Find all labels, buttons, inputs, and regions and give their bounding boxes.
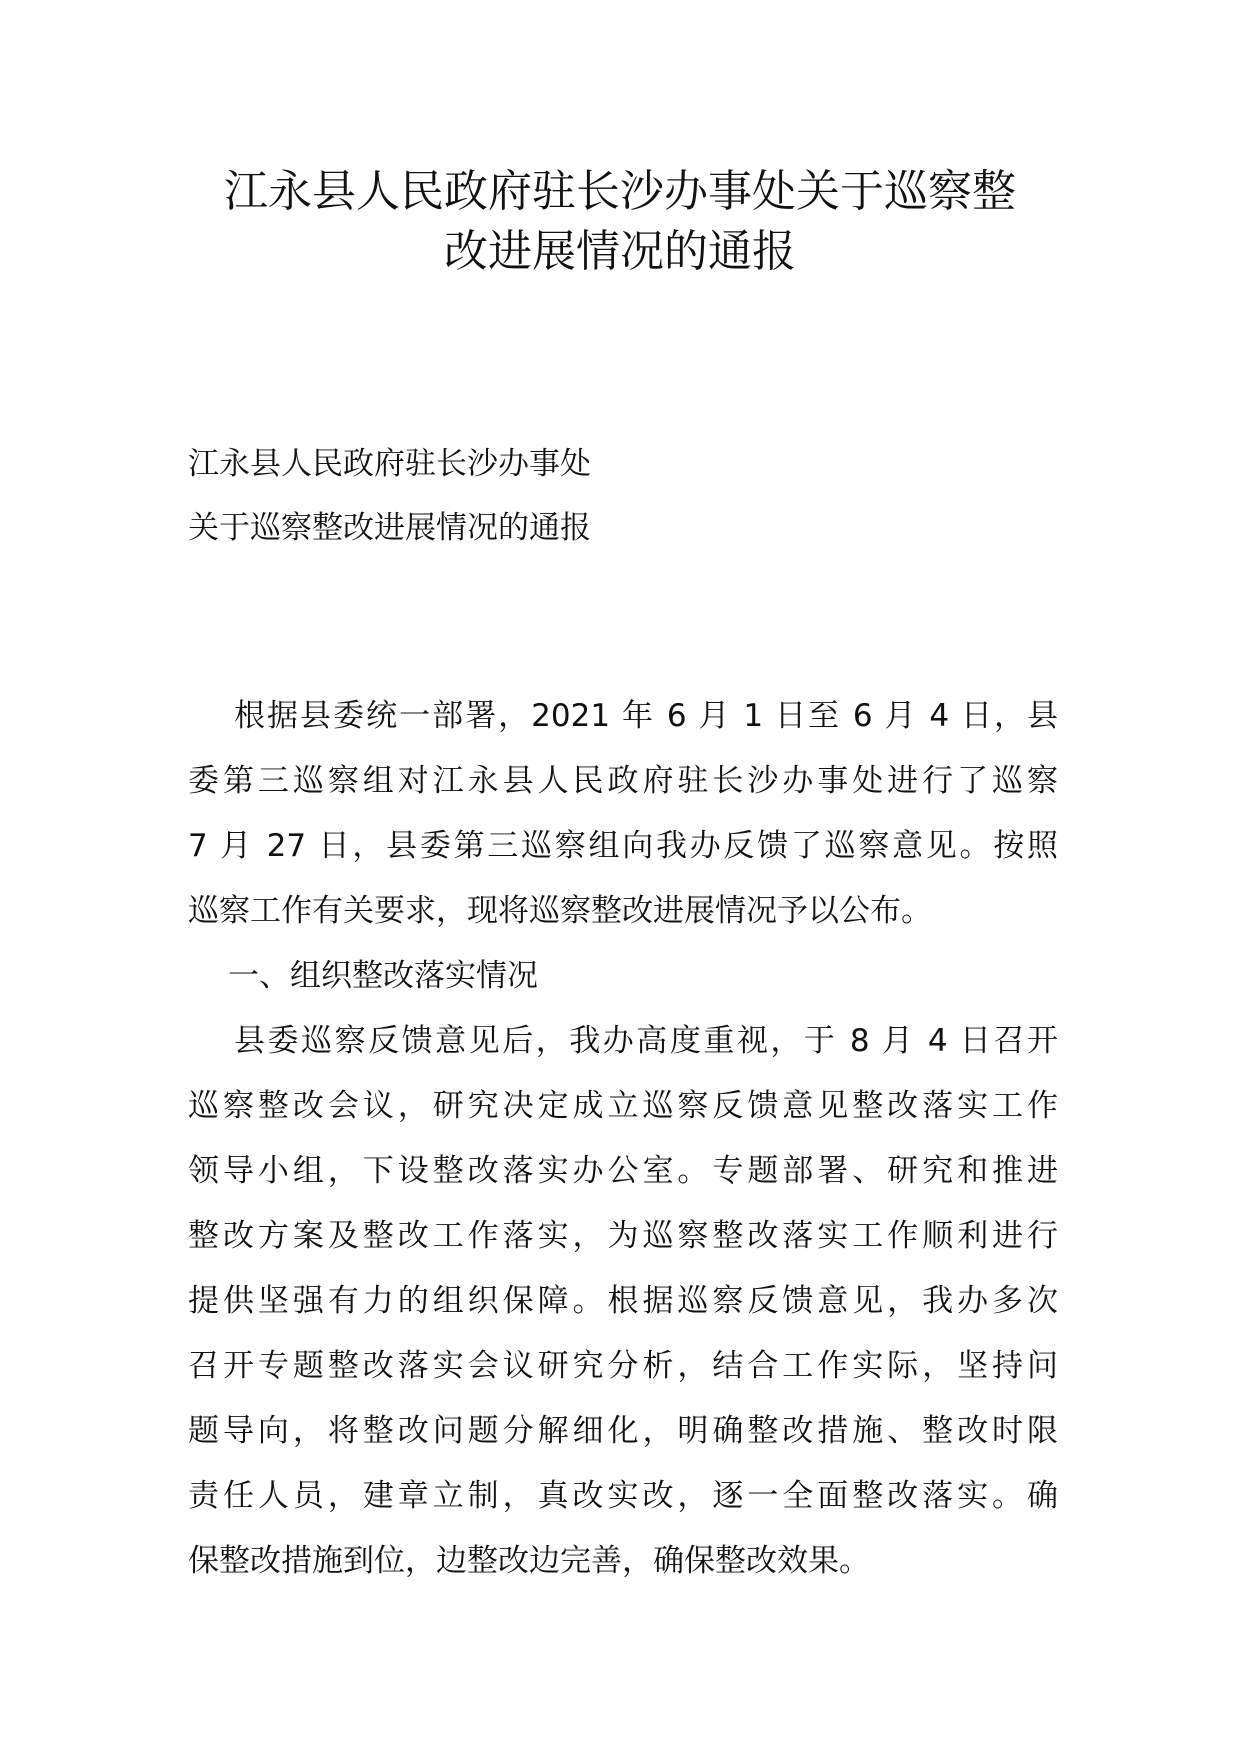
paragraph-2-line-5: 提供坚强有力的组织保障。根据巡察反馈意见，我办多次 [188, 1283, 1058, 1319]
paragraph-1-line-4: 巡察工作有关要求，现将巡察整改进展情况予以公布。 [188, 893, 932, 929]
paragraph-1-line-1: 根据县委统一部署，2021 年 6 月 1 日至 6 月 4 日，县 [234, 698, 1058, 734]
paragraph-2-line-4: 整改方案及整改工作落实，为巡察整改落实工作顺利进行 [188, 1218, 1058, 1254]
section-heading-1: 一、组织整改落实情况 [228, 958, 538, 994]
subtitle-line-2: 关于巡察整改进展情况的通报 [188, 510, 591, 546]
paragraph-1-line-2: 委第三巡察组对江永县人民政府驻长沙办事处进行了巡察 [188, 763, 1058, 799]
document-title-line-2: 改进展情况的通报 [444, 226, 796, 277]
document-subtitle [188, 432, 591, 560]
document-title-line-1: 江永县人民政府驻长沙办事处关于巡察整 [224, 166, 1016, 217]
paragraph-2-line-7: 题导向，将整改问题分解细化，明确整改措施、整改时限 [188, 1413, 1058, 1449]
paragraph-2-line-2: 巡察整改会议，研究决定成立巡察反馈意见整改落实工作 [188, 1088, 1058, 1124]
paragraph-2-line-1: 县委巡察反馈意见后，我办高度重视，于 8 月 4 日召开 [234, 1023, 1058, 1059]
paragraph-2-line-3: 领导小组，下设整改落实办公室。专题部署、研究和推进 [188, 1153, 1058, 1189]
document-body [188, 684, 1058, 1594]
paragraph-2-line-9: 保整改措施到位，边整改边完善，确保整改效果。 [188, 1543, 870, 1579]
subtitle-line-1: 江永县人民政府驻长沙办事处 [188, 446, 591, 482]
paragraph-2-line-8: 责任人员，建章立制，真改实改，逐一全面整改落实。确 [188, 1478, 1058, 1514]
document-title [0, 162, 1240, 282]
paragraph-2-line-6: 召开专题整改落实会议研究分析，结合工作实际，坚持问 [188, 1348, 1058, 1384]
paragraph-1-line-3: 7 月 27 日，县委第三巡察组向我办反馈了巡察意见。按照 [188, 828, 1058, 864]
